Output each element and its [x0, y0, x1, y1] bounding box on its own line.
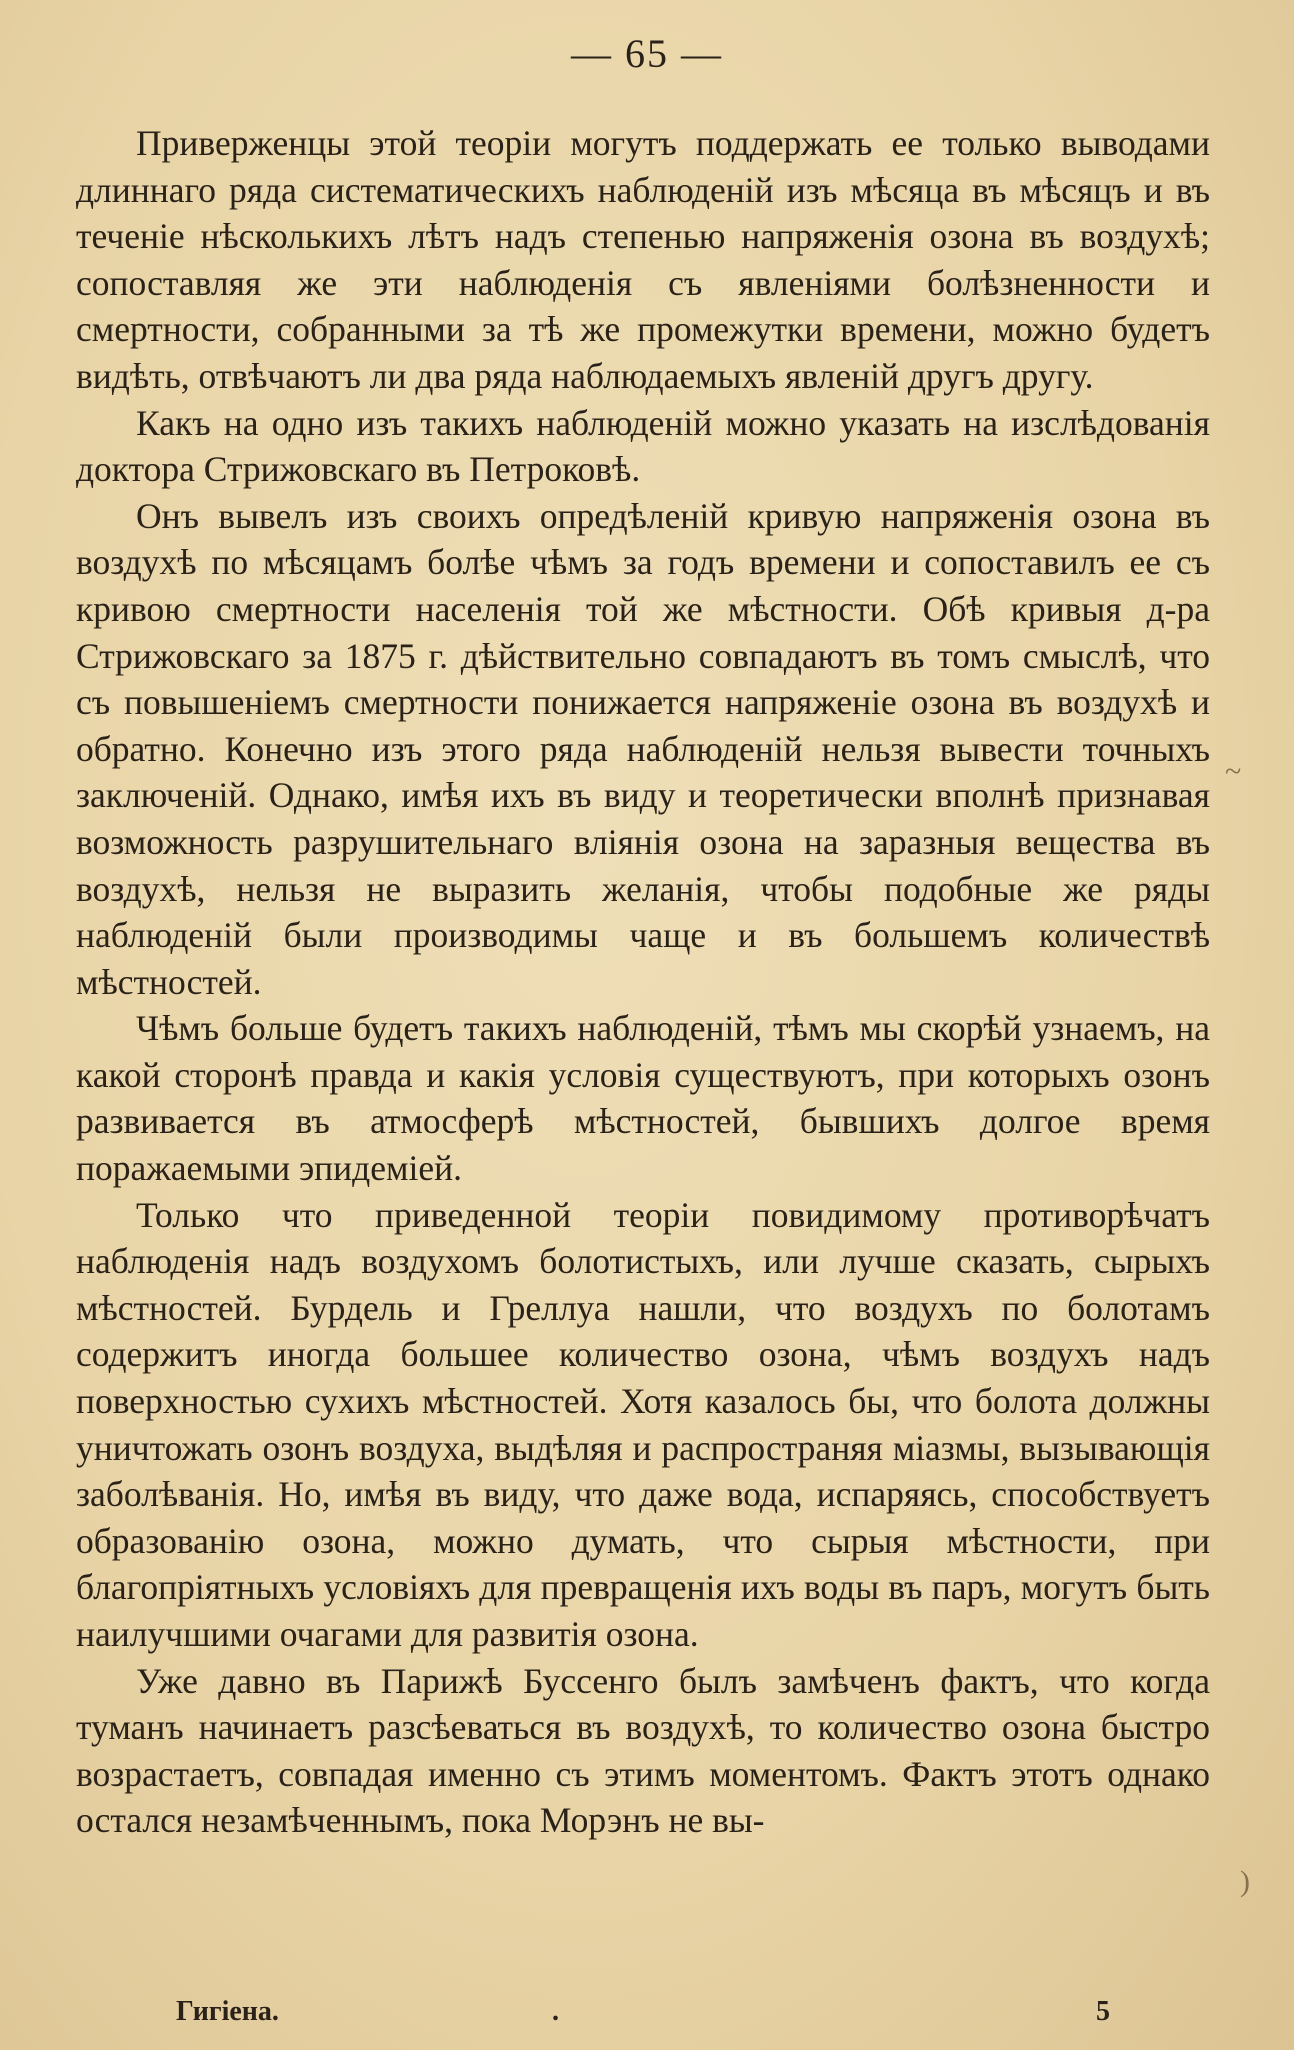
paragraph-2: Какъ на одно изъ такихъ наблюденій можно указать на изслѣдованія доктора Стрижовскаго въ Петроковѣ.: [76, 402, 1210, 490]
footer-signature-title: Гигіена.: [176, 1996, 279, 2027]
paragraph-3: Онъ вывелъ изъ своихъ опредѣленій кривую напряженія озона въ воздухѣ по мѣсяцамъ болѣе чѣмъ за годъ времени и сопоставилъ ее съ кривою смертности населенія той же мѣстности. Обѣ кривыя д-ра Стрижовскаго за 1875 г. дѣйствительно совпадаютъ въ томъ смыслѣ, что съ повышеніемъ смертности понижается напряженіе озона въ воздухѣ и обратно. Конечно изъ этого ряда наблюденій нельзя вывести точныхъ заключеній. Однако, имѣя ихъ въ виду и теоретически вполнѣ признавая возможность разрушительнаго вліянія озона на заразныя вещества въ воздухѣ, нельзя не выразить желанія, чтобы подобные же ряды наблюденій были производимы чаще и въ большемъ количествѣ мѣстностей.: [76, 495, 1210, 1002]
page-number: — 65 —: [571, 31, 723, 76]
footer-signature-number: 5: [1096, 1996, 1110, 2027]
footer-dot: .: [552, 1996, 559, 2027]
margin-pencil-mark: ~: [1225, 755, 1242, 788]
body-text: [76, 120, 1210, 1844]
paragraph-6: Уже давно въ Парижѣ Буссенго былъ замѣченъ фактъ, что когда туманъ начинаетъ разсѣеваться въ воздухѣ, то количество озона быстро возрастаетъ, совпадая именно съ этимъ моментомъ. Фактъ этотъ однако остался незамѣченнымъ, пока Морэнъ не вы-: [76, 1660, 1210, 1841]
paragraph-5: Только что приведенной теоріи повидимому противорѣчатъ наблюденія надъ воздухомъ болотистыхъ, или лучше сказать, сырыхъ мѣстностей. Бурдель и Греллуа нашли, что воздухъ по болотамъ содержитъ иногда большее количество озона, чѣмъ воздухъ надъ поверхностью сухихъ мѣстностей. Хотя казалось бы, что болота должны уничтожать озонъ воздуха, выдѣляя и распространяя міазмы, вызывающія заболѣванія. Но, имѣя въ виду, что даже вода, испаряясь, способствуетъ образованію озона, можно думать, что сырыя мѣстности, при благопріятныхъ условіяхъ для превращенія ихъ воды въ паръ, могутъ быть наилучшими очагами для развитія озона.: [76, 1194, 1210, 1654]
page-footer: [76, 1996, 1140, 2036]
paragraph-1: Приверженцы этой теоріи могутъ поддержать ее только выводами длиннаго ряда систематическихъ наблюденій изъ мѣсяца въ мѣсяцъ и въ теченіе нѣсколькихъ лѣтъ надъ степенью напряженія озона въ воздухѣ; сопоставляя же эти наблюденія съ явленіями болѣзненности и смертности, собранными за тѣ же промежутки времени, можно будетъ видѣть, отвѣчаютъ ли два ряда наблюдаемыхъ явленій другъ другу.: [76, 123, 1210, 396]
paragraph-4: Чѣмъ больше будетъ такихъ наблюденій, тѣмъ мы скорѣй узнаемъ, на какой сторонѣ правда и какія условія существуютъ, при которыхъ озонъ развивается въ атмосферѣ мѣстностей, бывшихъ долгое время поражаемыми эпидеміей.: [76, 1008, 1210, 1189]
margin-pencil-mark: ): [1240, 1865, 1250, 1898]
